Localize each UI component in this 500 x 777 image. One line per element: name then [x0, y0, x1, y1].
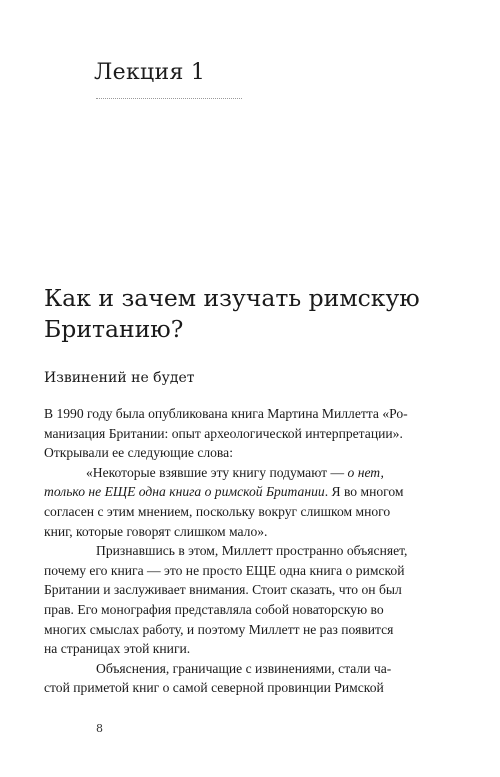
quote-line: согласен с этим мнением, поскольку вокруг слишком много: [44, 503, 391, 519]
quote-text: «Некоторые взявшие эту книгу подумают —: [86, 464, 348, 480]
quote-line: [44, 463, 462, 483]
body-line: Объяснения, граничащие с извинениями, стали ча-: [96, 660, 392, 676]
body-line: Открывали ее следующие слова:: [44, 445, 233, 461]
body-line: манизация Британии: опыт археологической интерпретации».: [44, 425, 403, 441]
chapter-title-line-2: Британию?: [44, 315, 184, 343]
quote-line: [44, 482, 462, 502]
quote-line: книг, которые говорят слишком мало».: [44, 523, 268, 539]
chapter-title-line-1: Как и зачем изучать римскую: [44, 284, 420, 312]
section-subheading: Извинений не будет: [44, 370, 195, 386]
quote-italic-text: о нет,: [347, 464, 384, 480]
body-line: многих смыслах работу, и поэтому Миллетт не раз появится: [44, 621, 394, 637]
body-text: [44, 404, 462, 698]
dotted-divider: [96, 98, 242, 99]
chapter-title: [44, 283, 464, 345]
body-line: Британии и заслуживает внимания. Стоит сказать, что он был: [44, 582, 402, 598]
quote-italic-text: только не ЕЩЕ одна книга о римской Британии: [44, 484, 325, 500]
body-line: Признавшись в этом, Миллетт пространно объясняет,: [96, 543, 408, 559]
lecture-label: Лекция 1: [94, 60, 206, 85]
page-number: 8: [96, 722, 103, 735]
body-line: прав. Его монография представляла собой новаторскую во: [44, 601, 384, 617]
body-line: стой приметой книг о самой северной провинции Римской: [44, 680, 384, 696]
body-line: почему его книга — это не просто ЕЩЕ одна книга о римской: [44, 562, 405, 578]
body-line: на страницах этой книги.: [44, 641, 191, 657]
body-line: В 1990 году была опубликована книга Мартина Миллетта «Ро-: [44, 406, 408, 421]
quote-text: . Я во многом: [324, 484, 404, 500]
